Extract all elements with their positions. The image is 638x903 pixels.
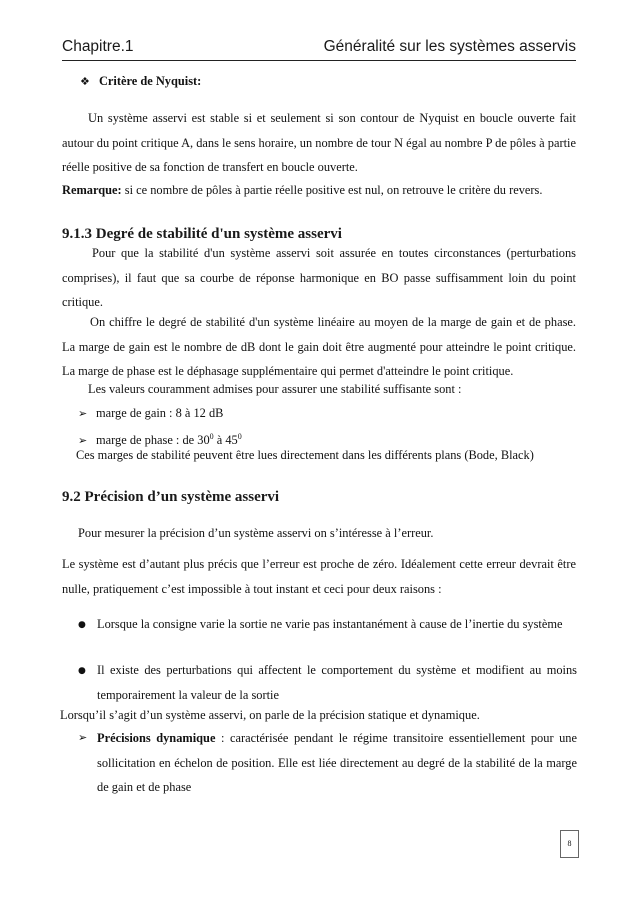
chapter-title: Généralité sur les systèmes asservis [323, 38, 576, 55]
remark-text: si ce nombre de pôles à partie réelle positive est nul, on retrouve le critère du revers. [121, 183, 543, 197]
arrow-bullet-icon: ➢ [78, 731, 88, 744]
nyquist-heading-line [80, 74, 201, 89]
remark-label: Remarque: [62, 183, 122, 197]
list-item-gain [78, 401, 223, 427]
section-92-p1: Pour mesurer la précision d’un système asservi on s’intéresse à l’erreur. [78, 526, 434, 540]
section-913-p4: Ces marges de stabilité peuvent être lues directement dans les différents plans (Bode, Black) [76, 448, 534, 462]
section-92-p3: Lorsqu’il s’agit d’un système asservi, on parle de la précision statique et dynamique. [60, 708, 480, 722]
section-913-p1: Pour que la stabilité d'un système asservi soit assurée en toutes circonstances (perturbations comprises), il faut que sa courbe de réponse harmonique en BO passe suffisamment loin du point critique. [62, 246, 576, 309]
phase-margin-text-a: marge de phase : de 30 [96, 433, 210, 448]
section-92-heading: 9.2 Précision d’un système asservi [62, 489, 280, 505]
arrow-bullet-icon: ➢ [78, 434, 88, 448]
dynamic-precision-item [97, 726, 577, 800]
dynamic-precision-text: : caractérisée pendant le régime transitoire essentiellement pour une sollicitation en échelon de position. Elle est liée directement au degré de la stabilité de la marge de gain et de phase [97, 731, 577, 794]
phase-margin-text-b: à 45 [213, 433, 238, 448]
page-header [62, 38, 576, 61]
diamond-bullet-icon: ❖ [80, 75, 90, 88]
gain-margin-text: marge de gain : 8 à 12 dB [96, 406, 224, 420]
section-913-p3: Les valeurs couramment admises pour assurer une stabilité suffisante sont : [88, 382, 462, 396]
dot-bullet-icon: ● [78, 666, 86, 676]
degree-sup-2: 0 [237, 432, 242, 441]
dot-bullet-icon: ● [78, 620, 86, 630]
nyquist-heading: Critère de Nyquist: [98, 74, 202, 88]
dynamic-precision-label: Précisions dynamique [97, 731, 216, 745]
degree-sup-1: 0 [209, 432, 214, 441]
nyquist-remark [62, 178, 576, 203]
reason-bullet-2: Il existe des perturbations qui affectent le comportement du système et modifient au moins temporairement la valeur de la sortie [97, 663, 577, 702]
page-number: 8 [560, 830, 579, 858]
section-92-p2: Le système est d’autant plus précis que l’erreur est proche de zéro. Idéalement cette erreur devrait être nulle, pratiquement c’est impossible à tout instant et ceci pour deux raisons : [62, 557, 576, 596]
section-913-heading: 9.1.3 Degré de stabilité d'un système asservi [62, 226, 342, 242]
nyquist-paragraph: Un système asservi est stable si et seulement si son contour de Nyquist en boucle ouverte fait autour du point critique A, dans le sens horaire, un nombre de tour N égal au nombre P de pôles à partie réelle positive de sa fonction de transfert en boucle ouverte. [62, 111, 576, 174]
section-913-p2: On chiffre le degré de stabilité d'un système linéaire au moyen de la marge de gain et de phase. La marge de gain est le nombre de dB dont le gain doit être augmenté pour atteindre le point critique. La marge de phase est le déphasage supplémentaire qui permet d'atteindre le point critique. [62, 315, 576, 378]
chapter-label: Chapitre.1 [62, 38, 134, 55]
arrow-bullet-icon: ➢ [78, 407, 88, 420]
reason-bullet-1: Lorsque la consigne varie la sortie ne varie pas instantanément à cause de l’inertie du système [97, 617, 563, 631]
